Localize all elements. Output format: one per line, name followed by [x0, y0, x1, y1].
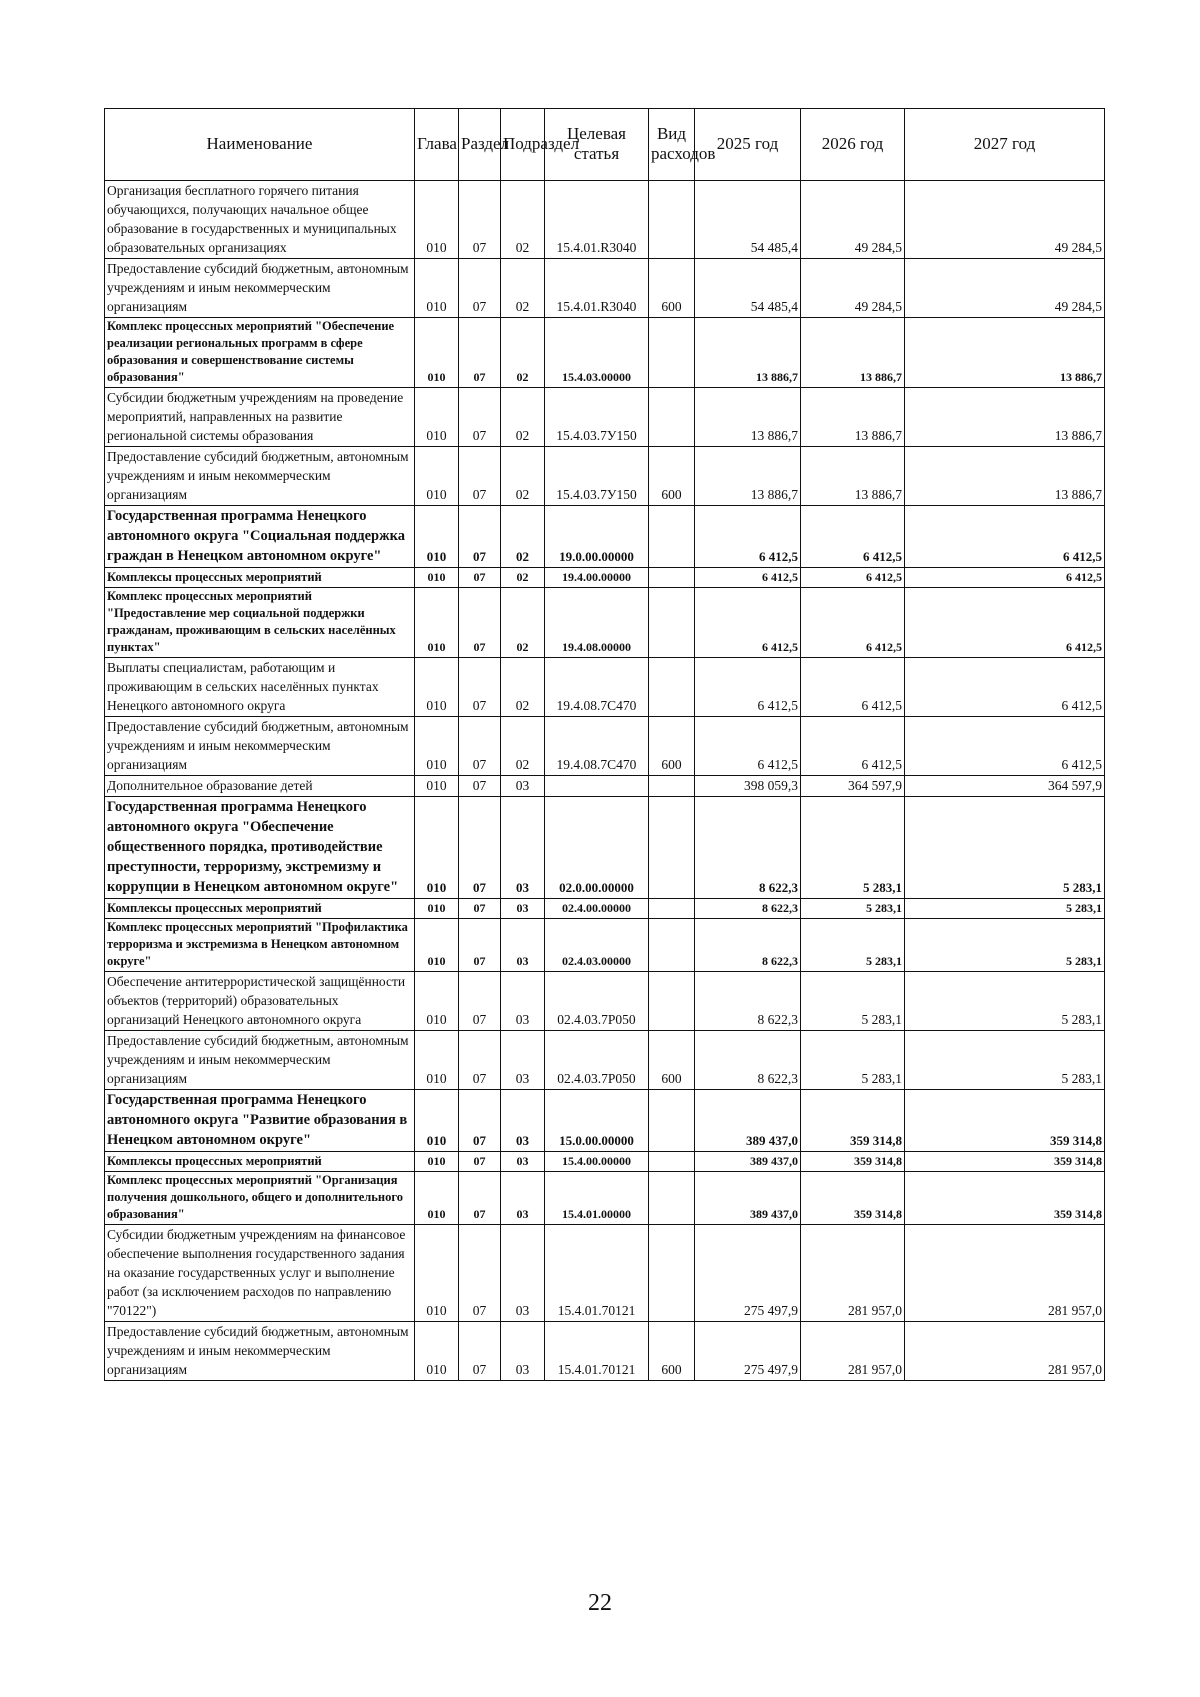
- table-row: [105, 259, 1105, 318]
- row-razdel: 07: [459, 1090, 501, 1152]
- row-glava: 010: [415, 919, 459, 972]
- row-2026: 281 957,0: [801, 1322, 905, 1381]
- row-2025: 8 622,3: [695, 797, 801, 899]
- row-vid: [649, 797, 695, 899]
- row-2025: 6 412,5: [695, 658, 801, 717]
- table-row: [105, 318, 1105, 388]
- row-2025: 275 497,9: [695, 1322, 801, 1381]
- row-vid: [649, 919, 695, 972]
- row-vid: [649, 1225, 695, 1322]
- row-2027: 5 283,1: [905, 797, 1105, 899]
- row-razdel: 07: [459, 797, 501, 899]
- row-2026: 281 957,0: [801, 1225, 905, 1322]
- row-podrazdel: 02: [501, 388, 545, 447]
- row-2025: 8 622,3: [695, 1031, 801, 1090]
- row-2026: 5 283,1: [801, 1031, 905, 1090]
- table-row: [105, 717, 1105, 776]
- row-2026: 359 314,8: [801, 1172, 905, 1225]
- row-razdel: 07: [459, 972, 501, 1031]
- row-2026: 6 412,5: [801, 717, 905, 776]
- row-vid: [649, 568, 695, 588]
- row-2025: 8 622,3: [695, 899, 801, 919]
- row-2026: 49 284,5: [801, 259, 905, 318]
- row-2027: 359 314,8: [905, 1152, 1105, 1172]
- row-name: Государственная программа Ненецкого автономного округа "Обеспечение общественного порядка, противодействие преступности, терроризму, экстремизму и коррупции в Ненецком автономном округе": [105, 797, 415, 899]
- row-name: Выплаты специалистам, работающим и проживающим в сельских населённых пунктах Ненецкого автономного округа: [105, 658, 415, 717]
- row-vid: [649, 318, 695, 388]
- row-2027: 49 284,5: [905, 181, 1105, 259]
- header-name: Наименование: [105, 109, 415, 181]
- row-vid: [649, 776, 695, 797]
- row-statya: 15.4.01.00000: [545, 1172, 649, 1225]
- row-glava: 010: [415, 776, 459, 797]
- row-statya: 02.4.03.00000: [545, 919, 649, 972]
- row-vid: [649, 972, 695, 1031]
- row-razdel: 07: [459, 259, 501, 318]
- row-podrazdel: 03: [501, 972, 545, 1031]
- row-glava: 010: [415, 658, 459, 717]
- row-2026: 359 314,8: [801, 1090, 905, 1152]
- row-name: Организация бесплатного горячего питания обучающихся, получающих начальное общее образование в государственных и муниципальных образовательных организациях: [105, 181, 415, 259]
- row-2025: 6 412,5: [695, 588, 801, 658]
- page-number: 22: [588, 1590, 612, 1616]
- table-row: [105, 1090, 1105, 1152]
- row-glava: 010: [415, 1225, 459, 1322]
- row-2026: 5 283,1: [801, 919, 905, 972]
- table-row: [105, 658, 1105, 717]
- row-2026: 5 283,1: [801, 899, 905, 919]
- row-name: Государственная программа Ненецкого автономного округа "Развитие образования в Ненецком автономном округе": [105, 1090, 415, 1152]
- row-podrazdel: 02: [501, 447, 545, 506]
- row-vid: [649, 1090, 695, 1152]
- row-podrazdel: 03: [501, 899, 545, 919]
- row-name: Субсидии бюджетным учреждениям на проведение мероприятий, направленных на развитие региональной системы образования: [105, 388, 415, 447]
- row-2025: 398 059,3: [695, 776, 801, 797]
- row-name: Обеспечение антитеррористической защищённости объектов (территорий) образовательных организаций Ненецкого автономного округа: [105, 972, 415, 1031]
- row-2027: 6 412,5: [905, 717, 1105, 776]
- row-podrazdel: 02: [501, 658, 545, 717]
- row-statya: 19.4.08.7С470: [545, 717, 649, 776]
- row-2027: 281 957,0: [905, 1322, 1105, 1381]
- row-2027: 13 886,7: [905, 388, 1105, 447]
- header-2027: 2027 год: [905, 109, 1105, 181]
- row-statya: 15.4.01.70121: [545, 1322, 649, 1381]
- budget-sheet: [104, 108, 1104, 1381]
- table-row: [105, 181, 1105, 259]
- row-2027: 364 597,9: [905, 776, 1105, 797]
- row-razdel: 07: [459, 1322, 501, 1381]
- row-razdel: 07: [459, 506, 501, 568]
- row-2027: 49 284,5: [905, 259, 1105, 318]
- row-glava: 010: [415, 797, 459, 899]
- header-statya: Целевая статья: [545, 109, 649, 181]
- row-name: Комплекс процессных мероприятий "Обеспечение реализации региональных программ в сфере образования и совершенствование системы образования": [105, 318, 415, 388]
- row-2027: 281 957,0: [905, 1225, 1105, 1322]
- row-2027: 5 283,1: [905, 1031, 1105, 1090]
- table-body: [105, 181, 1105, 1381]
- table-row: [105, 1172, 1105, 1225]
- row-glava: 010: [415, 506, 459, 568]
- row-2025: 389 437,0: [695, 1152, 801, 1172]
- row-2025: 389 437,0: [695, 1090, 801, 1152]
- row-vid: [649, 899, 695, 919]
- row-2027: 6 412,5: [905, 568, 1105, 588]
- row-2025: 275 497,9: [695, 1225, 801, 1322]
- row-podrazdel: 03: [501, 1090, 545, 1152]
- row-2026: 13 886,7: [801, 447, 905, 506]
- row-name: Предоставление субсидий бюджетным, автономным учреждениям и иным некоммерческим организациям: [105, 717, 415, 776]
- row-2027: 359 314,8: [905, 1090, 1105, 1152]
- row-podrazdel: 02: [501, 717, 545, 776]
- row-vid: [649, 588, 695, 658]
- row-razdel: 07: [459, 318, 501, 388]
- row-glava: 010: [415, 588, 459, 658]
- row-name: Дополнительное образование детей: [105, 776, 415, 797]
- row-podrazdel: 02: [501, 318, 545, 388]
- row-razdel: 07: [459, 388, 501, 447]
- table-row: [105, 1152, 1105, 1172]
- row-podrazdel: 03: [501, 1031, 545, 1090]
- row-2025: 13 886,7: [695, 388, 801, 447]
- row-name: Субсидии бюджетным учреждениям на финансовое обеспечение выполнения государственного задания на оказание государственных услуг и выполнение работ (за исключением расходов по направлению "70122"): [105, 1225, 415, 1322]
- row-vid: [649, 1172, 695, 1225]
- table-row: [105, 447, 1105, 506]
- row-2026: 359 314,8: [801, 1152, 905, 1172]
- row-2026: 13 886,7: [801, 318, 905, 388]
- row-name: Комплекс процессных мероприятий "Предоставление мер социальной поддержки гражданам, проживающим в сельских населённых пунктах": [105, 588, 415, 658]
- row-2027: 5 283,1: [905, 972, 1105, 1031]
- row-statya: 15.4.03.7У150: [545, 447, 649, 506]
- row-2027: 5 283,1: [905, 899, 1105, 919]
- row-razdel: 07: [459, 181, 501, 259]
- row-2025: 6 412,5: [695, 717, 801, 776]
- row-glava: 010: [415, 972, 459, 1031]
- row-statya: 15.4.03.7У150: [545, 388, 649, 447]
- row-podrazdel: 03: [501, 1322, 545, 1381]
- row-glava: 010: [415, 717, 459, 776]
- header-razdel: Раздел: [459, 109, 501, 181]
- table-row: [105, 899, 1105, 919]
- table-row: [105, 568, 1105, 588]
- table-row: [105, 1031, 1105, 1090]
- row-podrazdel: 03: [501, 776, 545, 797]
- row-vid: 600: [649, 259, 695, 318]
- table-row: [105, 776, 1105, 797]
- row-2025: 54 485,4: [695, 181, 801, 259]
- row-2027: 13 886,7: [905, 318, 1105, 388]
- row-statya: 19.4.00.00000: [545, 568, 649, 588]
- row-glava: 010: [415, 181, 459, 259]
- row-vid: 600: [649, 717, 695, 776]
- row-name: Предоставление субсидий бюджетным, автономным учреждениям и иным некоммерческим организациям: [105, 1322, 415, 1381]
- header-2025: 2025 год: [695, 109, 801, 181]
- row-razdel: 07: [459, 899, 501, 919]
- row-statya: 15.0.00.00000: [545, 1090, 649, 1152]
- row-glava: 010: [415, 1152, 459, 1172]
- row-glava: 010: [415, 568, 459, 588]
- row-glava: 010: [415, 447, 459, 506]
- row-2025: 54 485,4: [695, 259, 801, 318]
- row-statya: 02.4.00.00000: [545, 899, 649, 919]
- row-statya: 02.0.00.00000: [545, 797, 649, 899]
- row-podrazdel: 03: [501, 919, 545, 972]
- row-2027: 5 283,1: [905, 919, 1105, 972]
- row-2025: 6 412,5: [695, 506, 801, 568]
- row-2026: 5 283,1: [801, 797, 905, 899]
- row-statya: 15.4.01.70121: [545, 1225, 649, 1322]
- table-row: [105, 506, 1105, 568]
- table-row: [105, 1225, 1105, 1322]
- row-name: Комплекс процессных мероприятий "Организация получения дошкольного, общего и дополнительного образования": [105, 1172, 415, 1225]
- row-razdel: 07: [459, 1031, 501, 1090]
- row-glava: 010: [415, 1322, 459, 1381]
- row-name: Предоставление субсидий бюджетным, автономным учреждениям и иным некоммерческим организациям: [105, 1031, 415, 1090]
- row-statya: 19.4.08.7С470: [545, 658, 649, 717]
- table-row: [105, 919, 1105, 972]
- row-2026: 6 412,5: [801, 658, 905, 717]
- row-glava: 010: [415, 899, 459, 919]
- row-2027: 359 314,8: [905, 1172, 1105, 1225]
- row-vid: [649, 1152, 695, 1172]
- row-2026: 364 597,9: [801, 776, 905, 797]
- row-podrazdel: 02: [501, 181, 545, 259]
- row-razdel: 07: [459, 919, 501, 972]
- row-podrazdel: 02: [501, 588, 545, 658]
- row-vid: 600: [649, 1322, 695, 1381]
- row-statya: 02.4.03.7Р050: [545, 972, 649, 1031]
- row-podrazdel: 02: [501, 259, 545, 318]
- row-razdel: 07: [459, 568, 501, 588]
- row-2025: 8 622,3: [695, 919, 801, 972]
- row-2025: 6 412,5: [695, 568, 801, 588]
- row-glava: 010: [415, 259, 459, 318]
- row-glava: 010: [415, 318, 459, 388]
- row-razdel: 07: [459, 1172, 501, 1225]
- row-podrazdel: 03: [501, 1152, 545, 1172]
- row-razdel: 07: [459, 776, 501, 797]
- row-2026: 5 283,1: [801, 972, 905, 1031]
- row-glava: 010: [415, 388, 459, 447]
- row-vid: [649, 388, 695, 447]
- row-razdel: 07: [459, 588, 501, 658]
- row-2027: 6 412,5: [905, 588, 1105, 658]
- row-2027: 6 412,5: [905, 658, 1105, 717]
- row-vid: [649, 658, 695, 717]
- row-vid: 600: [649, 1031, 695, 1090]
- row-glava: 010: [415, 1090, 459, 1152]
- row-statya: 15.4.00.00000: [545, 1152, 649, 1172]
- row-name: Комплексы процессных мероприятий: [105, 1152, 415, 1172]
- row-statya: 19.4.08.00000: [545, 588, 649, 658]
- row-glava: 010: [415, 1031, 459, 1090]
- row-name: Комплексы процессных мероприятий: [105, 568, 415, 588]
- header-podrazdel: Подраздел: [501, 109, 545, 181]
- row-vid: 600: [649, 447, 695, 506]
- row-2026: 6 412,5: [801, 506, 905, 568]
- row-2027: 6 412,5: [905, 506, 1105, 568]
- header-vid: Вид расходов: [649, 109, 695, 181]
- row-vid: [649, 506, 695, 568]
- table-header: [105, 109, 1105, 181]
- header-2026: 2026 год: [801, 109, 905, 181]
- row-razdel: 07: [459, 1225, 501, 1322]
- row-name: Предоставление субсидий бюджетным, автономным учреждениям и иным некоммерческим организациям: [105, 447, 415, 506]
- row-2025: 13 886,7: [695, 447, 801, 506]
- budget-table: [104, 108, 1105, 1381]
- row-name: Комплекс процессных мероприятий "Профилактика терроризма и экстремизма в Ненецком автономном округе": [105, 919, 415, 972]
- row-razdel: 07: [459, 447, 501, 506]
- row-podrazdel: 02: [501, 568, 545, 588]
- row-statya: [545, 776, 649, 797]
- header-row: [105, 109, 1105, 181]
- row-2025: 8 622,3: [695, 972, 801, 1031]
- row-2026: 6 412,5: [801, 588, 905, 658]
- row-glava: 010: [415, 1172, 459, 1225]
- row-2026: 6 412,5: [801, 568, 905, 588]
- table-row: [105, 388, 1105, 447]
- header-glava: Глава: [415, 109, 459, 181]
- table-row: [105, 1322, 1105, 1381]
- row-statya: 19.0.00.00000: [545, 506, 649, 568]
- row-statya: 15.4.01.R3040: [545, 259, 649, 318]
- row-2026: 13 886,7: [801, 388, 905, 447]
- row-podrazdel: 03: [501, 797, 545, 899]
- row-name: Государственная программа Ненецкого автономного округа "Социальная поддержка граждан в Ненецком автономном округе": [105, 506, 415, 568]
- row-razdel: 07: [459, 1152, 501, 1172]
- row-statya: 15.4.03.00000: [545, 318, 649, 388]
- table-row: [105, 588, 1105, 658]
- row-podrazdel: 03: [501, 1225, 545, 1322]
- row-razdel: 07: [459, 717, 501, 776]
- row-2027: 13 886,7: [905, 447, 1105, 506]
- row-vid: [649, 181, 695, 259]
- row-statya: 02.4.03.7Р050: [545, 1031, 649, 1090]
- row-razdel: 07: [459, 658, 501, 717]
- row-2025: 389 437,0: [695, 1172, 801, 1225]
- row-statya: 15.4.01.R3040: [545, 181, 649, 259]
- table-row: [105, 972, 1105, 1031]
- row-name: Комплексы процессных мероприятий: [105, 899, 415, 919]
- row-podrazdel: 03: [501, 1172, 545, 1225]
- row-2026: 49 284,5: [801, 181, 905, 259]
- table-row: [105, 797, 1105, 899]
- row-2025: 13 886,7: [695, 318, 801, 388]
- row-podrazdel: 02: [501, 506, 545, 568]
- row-name: Предоставление субсидий бюджетным, автономным учреждениям и иным некоммерческим организациям: [105, 259, 415, 318]
